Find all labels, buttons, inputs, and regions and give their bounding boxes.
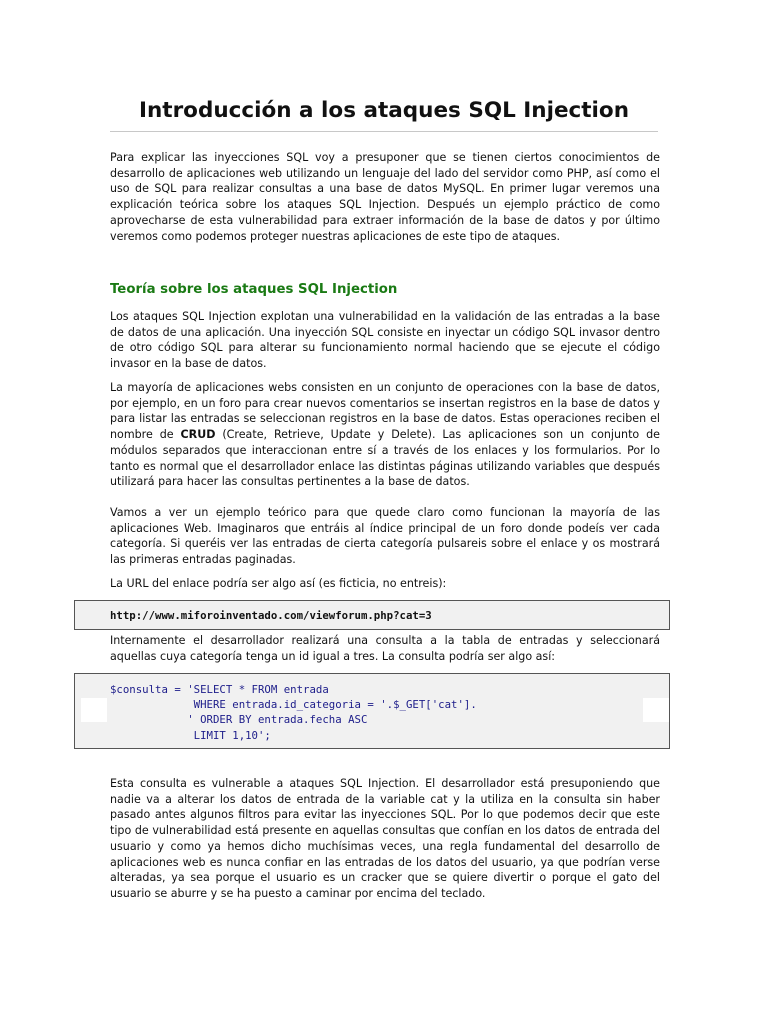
sql-line-2: WHERE entrada.id_categoria = '.$_GET['cat']. (110, 698, 477, 712)
paragraph-example: Vamos a ver un ejemplo teórico para que quede claro como funcionan la mayoría de las aplicaciones Web. Imaginaros que entráis al índice principal de un foro donde podeís ver cada categoría. Si queréis ver las entradas de cierta categoría pulsareis sobre el enlace y os mostrará las primeras entradas paginadas. (110, 506, 660, 567)
sql-code-box (74, 673, 670, 749)
page-title: Introducción a los ataques SQL Injection (138, 98, 630, 123)
paragraph-crud-text-1: La mayoría de aplicaciones webs consisten en un conjunto de operaciones con la base de datos, por ejemplo, en un foro para crear nuevos comentarios se insertan registros en la base de datos y para listar las entradas se seleccionan registros en la base de datos. Estas operaciones reciben el nombre de (110, 381, 660, 442)
paragraph-theory: Los ataques SQL Injection explotan una vulnerabilidad en la validación de las entradas a la base de datos de una aplicación. Una inyección SQL consiste en inyectar un código SQL invasor dentro de otro código SQL para alterar su funcionamiento normal haciendo que se ejecute el código invasor en la base de datos. (110, 310, 660, 371)
url-code: http://www.miforoinventado.com/viewforum.php?cat=3 (110, 609, 432, 622)
sql-line-4: LIMIT 1,10'; (110, 728, 271, 742)
code-box-tab-right (643, 698, 669, 722)
title-divider (110, 131, 658, 132)
url-code-box (74, 600, 670, 630)
paragraph-url-intro: La URL del enlace podría ser algo así (es ficticia, no entreis): (110, 577, 447, 590)
sql-code (110, 682, 477, 743)
paragraph-crud-text-2: (Create, Retrieve, Update y Delete). Las aplicaciones son un conjunto de módulos separados que interaccionan entre sí a través de los enlaces y los formularios. Por lo tanto es normal que el desarrollador enlace las distintas páginas utilizando variables que después utilizará para hacer las consultas pertinentes a la base de datos. (110, 428, 660, 489)
intro-paragraph: Para explicar las inyecciones SQL voy a presuponer que se tienen ciertos conocimientos de desarrollo de aplicaciones web utilizando un lenguaje del lado del servidor como PHP, así como el uso de SQL para realizar consultas a una base de datos MySQL. En primer lugar veremos una explicación teórica sobre los ataques SQL Injection. Después un ejemplo práctico de como aprovecharse de esta vulnerabilidad para extraer información de la base de datos y por último veremos como podemos proteger nuestras aplicaciones de este tipo de ataques. (110, 151, 660, 243)
section-heading: Teoría sobre los ataques SQL Injection (110, 282, 398, 297)
crud-term: CRUD (180, 428, 216, 442)
paragraph-vulnerability: Esta consulta es vulnerable a ataques SQL Injection. El desarrollador está presuponiendo que nadie va a alterar los datos de entrada de la variable cat y la utiliza en la consulta sin haber pasado antes algunos filtros para evitar las inyecciones SQL. Por lo que podemos decir que este tipo de vulnerabilidad está presente en aquellas consultas que confían en los datos de entrada del usuario y como ya hemos dicho muchísimas veces, una regla fundamental del desarrollo de aplicaciones web es nunca confiar en las entradas de los datos del usuario, ya que podrían verse alteradas, ya sea porque el usuario es un cracker que se quiere divertir o porque el gato del usuario se aburre y se ha puesto a caminar por encima del teclado. (110, 777, 660, 900)
code-box-tab-left (81, 698, 107, 722)
sql-line-3: ' ORDER BY entrada.fecha ASC (110, 713, 368, 727)
sql-line-1: $consulta = 'SELECT * FROM entrada (110, 683, 329, 696)
paragraph-crud (110, 380, 660, 490)
paragraph-query-intro: Internamente el desarrollador realizará una consulta a la tabla de entradas y seleccionará aquellas cuya categoría tenga un id igual a tres. La consulta podría ser algo así: (110, 634, 660, 663)
